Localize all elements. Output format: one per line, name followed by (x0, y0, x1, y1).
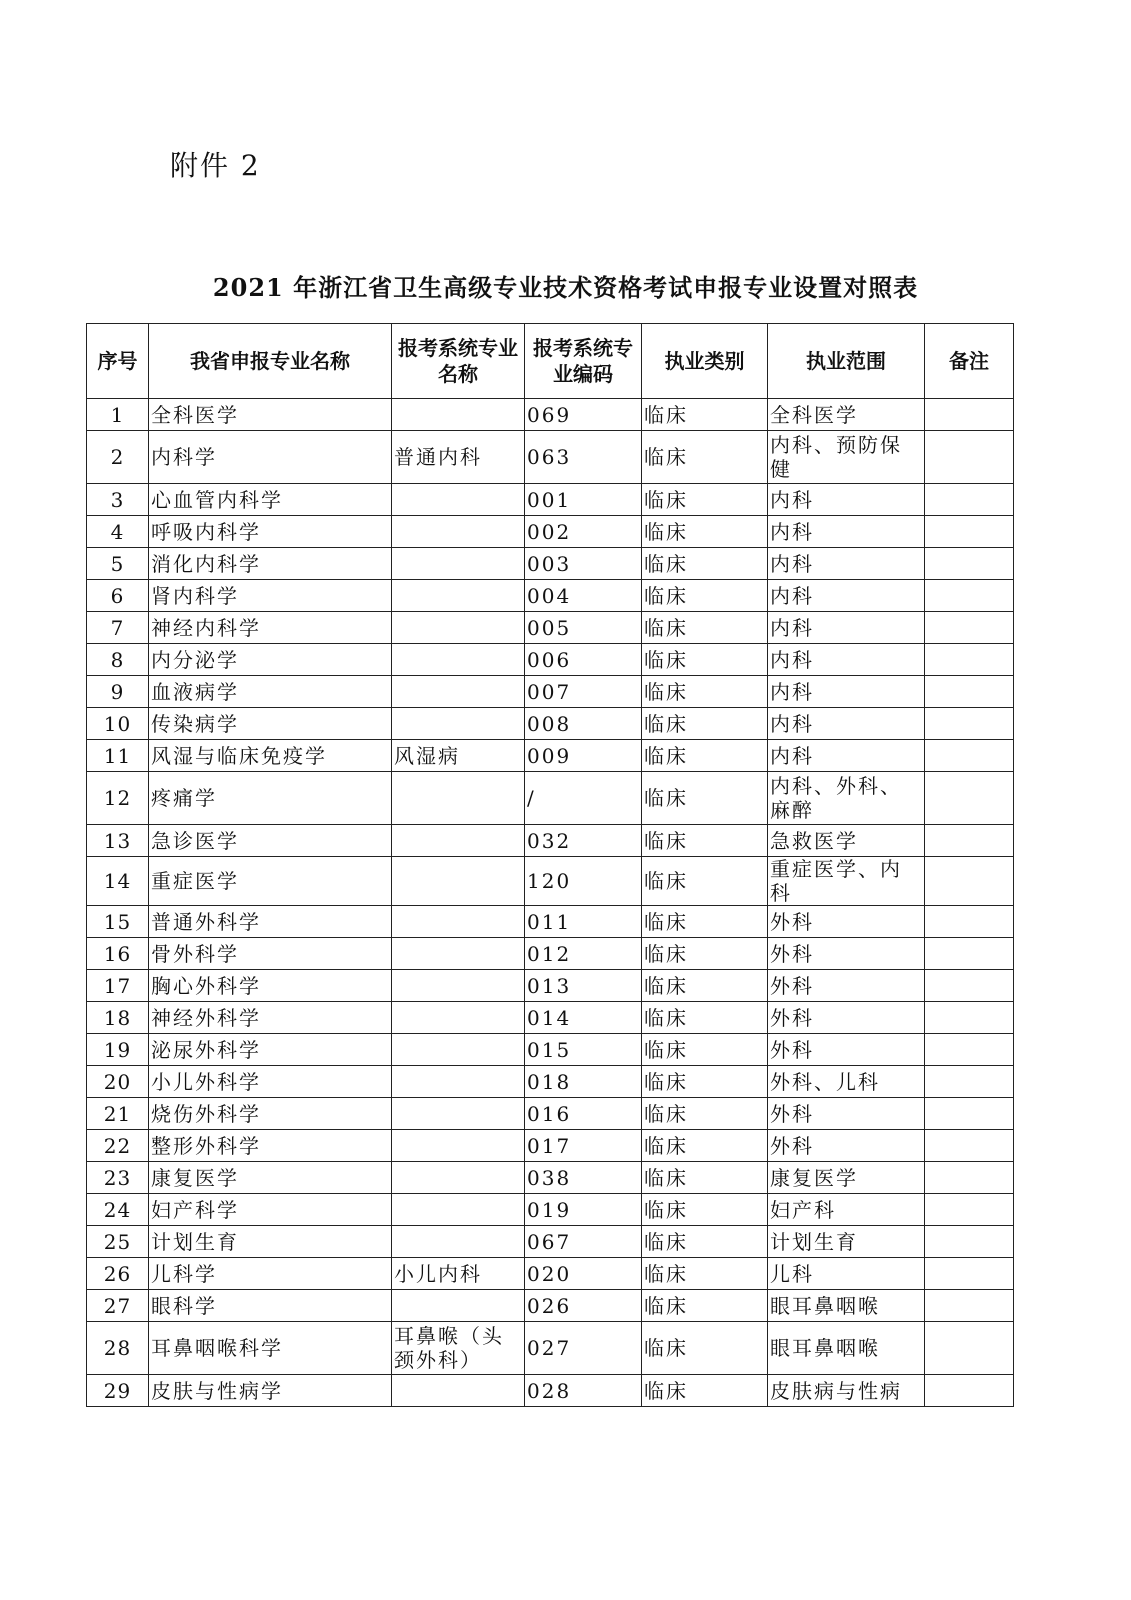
cell-practice-scope: 妇产科 (768, 1194, 925, 1226)
cell-system-name (392, 644, 525, 676)
header-province-name: 我省申报专业名称 (149, 324, 392, 399)
cell-system-code: 063 (525, 431, 642, 484)
cell-practice-scope: 内科 (768, 676, 925, 708)
cell-remarks (925, 1226, 1014, 1258)
cell-remarks (925, 1290, 1014, 1322)
table-row (87, 740, 1014, 772)
cell-seq: 15 (87, 906, 149, 938)
cell-province-name: 内科学 (149, 431, 392, 484)
cell-system-code: 005 (525, 612, 642, 644)
cell-system-name (392, 1034, 525, 1066)
cell-remarks (925, 1258, 1014, 1290)
cell-practice-category: 临床 (642, 906, 768, 938)
cell-practice-scope: 眼耳鼻咽喉 (768, 1290, 925, 1322)
cell-system-code: 004 (525, 580, 642, 612)
specialty-table (86, 323, 1014, 1407)
cell-seq: 23 (87, 1162, 149, 1194)
cell-remarks (925, 740, 1014, 772)
cell-system-code: 006 (525, 644, 642, 676)
cell-seq: 8 (87, 644, 149, 676)
cell-practice-category: 临床 (642, 772, 768, 825)
cell-province-name: 呼吸内科学 (149, 516, 392, 548)
table-row (87, 1162, 1014, 1194)
cell-system-code: 015 (525, 1034, 642, 1066)
cell-seq: 16 (87, 938, 149, 970)
cell-province-name: 神经内科学 (149, 612, 392, 644)
cell-province-name: 传染病学 (149, 708, 392, 740)
cell-system-name (392, 857, 525, 906)
cell-system-code: 009 (525, 740, 642, 772)
cell-province-name: 风湿与临床免疫学 (149, 740, 392, 772)
cell-province-name: 康复医学 (149, 1162, 392, 1194)
cell-system-name: 普通内科 (392, 431, 525, 484)
cell-seq: 28 (87, 1322, 149, 1375)
cell-seq: 1 (87, 399, 149, 431)
cell-remarks (925, 857, 1014, 906)
cell-seq: 18 (87, 1002, 149, 1034)
table-row (87, 1194, 1014, 1226)
cell-province-name: 胸心外科学 (149, 970, 392, 1002)
cell-remarks (925, 708, 1014, 740)
table-row (87, 1375, 1014, 1407)
cell-system-code: 020 (525, 1258, 642, 1290)
cell-practice-scope: 重症医学、内科 (768, 857, 925, 906)
header-system-name: 报考系统专业名称 (392, 324, 525, 399)
cell-practice-category: 临床 (642, 1162, 768, 1194)
table-row (87, 825, 1014, 857)
cell-practice-scope: 内科、外科、麻醉 (768, 772, 925, 825)
cell-system-code: 014 (525, 1002, 642, 1034)
cell-remarks (925, 612, 1014, 644)
cell-remarks (925, 772, 1014, 825)
cell-remarks (925, 1375, 1014, 1407)
cell-remarks (925, 431, 1014, 484)
cell-seq: 3 (87, 484, 149, 516)
cell-seq: 17 (87, 970, 149, 1002)
cell-practice-scope: 内科 (768, 548, 925, 580)
table-body (87, 399, 1014, 1407)
cell-province-name: 妇产科学 (149, 1194, 392, 1226)
cell-province-name: 皮肤与性病学 (149, 1375, 392, 1407)
cell-seq: 6 (87, 580, 149, 612)
cell-practice-category: 临床 (642, 1258, 768, 1290)
table-row (87, 644, 1014, 676)
cell-seq: 11 (87, 740, 149, 772)
cell-seq: 2 (87, 431, 149, 484)
cell-practice-category: 临床 (642, 1066, 768, 1098)
cell-practice-category: 临床 (642, 399, 768, 431)
cell-seq: 20 (87, 1066, 149, 1098)
cell-seq: 29 (87, 1375, 149, 1407)
cell-province-name: 小儿外科学 (149, 1066, 392, 1098)
cell-system-name (392, 399, 525, 431)
cell-province-name: 眼科学 (149, 1290, 392, 1322)
cell-system-name (392, 1194, 525, 1226)
cell-seq: 7 (87, 612, 149, 644)
cell-system-name (392, 516, 525, 548)
table-row (87, 772, 1014, 825)
cell-seq: 13 (87, 825, 149, 857)
cell-seq: 9 (87, 676, 149, 708)
table-row (87, 612, 1014, 644)
attachment-label: 附件 2 (170, 149, 261, 182)
cell-practice-scope: 内科 (768, 516, 925, 548)
cell-seq: 24 (87, 1194, 149, 1226)
cell-seq: 27 (87, 1290, 149, 1322)
cell-seq: 12 (87, 772, 149, 825)
cell-province-name: 神经外科学 (149, 1002, 392, 1034)
cell-system-code: 001 (525, 484, 642, 516)
cell-practice-scope: 急救医学 (768, 825, 925, 857)
cell-practice-scope: 内科、预防保健 (768, 431, 925, 484)
cell-remarks (925, 1162, 1014, 1194)
cell-remarks (925, 1034, 1014, 1066)
cell-system-code: 008 (525, 708, 642, 740)
cell-system-name (392, 938, 525, 970)
cell-remarks (925, 906, 1014, 938)
table-row (87, 516, 1014, 548)
cell-province-name: 耳鼻咽喉科学 (149, 1322, 392, 1375)
cell-province-name: 骨外科学 (149, 938, 392, 970)
cell-practice-category: 临床 (642, 1002, 768, 1034)
cell-province-name: 全科医学 (149, 399, 392, 431)
cell-practice-category: 临床 (642, 938, 768, 970)
cell-seq: 19 (87, 1034, 149, 1066)
table-row (87, 399, 1014, 431)
cell-remarks (925, 1194, 1014, 1226)
header-system-code: 报考系统专业编码 (525, 324, 642, 399)
cell-practice-category: 临床 (642, 970, 768, 1002)
cell-system-code: 067 (525, 1226, 642, 1258)
cell-system-name (392, 970, 525, 1002)
table-row (87, 1002, 1014, 1034)
cell-practice-scope: 康复医学 (768, 1162, 925, 1194)
cell-remarks (925, 1098, 1014, 1130)
cell-practice-scope: 外科 (768, 1002, 925, 1034)
cell-province-name: 内分泌学 (149, 644, 392, 676)
table-row (87, 580, 1014, 612)
cell-practice-scope: 全科医学 (768, 399, 925, 431)
cell-practice-scope: 内科 (768, 484, 925, 516)
table-row (87, 906, 1014, 938)
cell-practice-scope: 眼耳鼻咽喉 (768, 1322, 925, 1375)
cell-seq: 14 (87, 857, 149, 906)
cell-remarks (925, 1066, 1014, 1098)
cell-practice-category: 临床 (642, 676, 768, 708)
cell-system-name (392, 708, 525, 740)
cell-system-code: 026 (525, 1290, 642, 1322)
cell-province-name: 血液病学 (149, 676, 392, 708)
cell-seq: 4 (87, 516, 149, 548)
cell-system-name (392, 906, 525, 938)
cell-practice-scope: 外科 (768, 938, 925, 970)
table-row (87, 548, 1014, 580)
cell-system-name (392, 825, 525, 857)
cell-province-name: 泌尿外科学 (149, 1034, 392, 1066)
cell-province-name: 疼痛学 (149, 772, 392, 825)
table-row (87, 1290, 1014, 1322)
cell-practice-scope: 皮肤病与性病 (768, 1375, 925, 1407)
cell-system-code: 018 (525, 1066, 642, 1098)
cell-province-name: 儿科学 (149, 1258, 392, 1290)
cell-remarks (925, 644, 1014, 676)
cell-system-code: 069 (525, 399, 642, 431)
cell-practice-category: 临床 (642, 1194, 768, 1226)
cell-practice-category: 临床 (642, 580, 768, 612)
table-row (87, 1258, 1014, 1290)
cell-system-code: 027 (525, 1322, 642, 1375)
cell-practice-category: 临床 (642, 1098, 768, 1130)
cell-practice-scope: 内科 (768, 580, 925, 612)
cell-system-name (392, 548, 525, 580)
cell-system-name (392, 484, 525, 516)
cell-system-code: 120 (525, 857, 642, 906)
cell-province-name: 普通外科学 (149, 906, 392, 938)
cell-remarks (925, 676, 1014, 708)
cell-system-code: 003 (525, 548, 642, 580)
cell-practice-scope: 内科 (768, 708, 925, 740)
cell-system-code: 032 (525, 825, 642, 857)
cell-remarks (925, 484, 1014, 516)
cell-seq: 25 (87, 1226, 149, 1258)
cell-system-name (392, 1066, 525, 1098)
cell-system-name: 小儿内科 (392, 1258, 525, 1290)
cell-practice-scope: 儿科 (768, 1258, 925, 1290)
cell-practice-category: 临床 (642, 431, 768, 484)
cell-province-name: 整形外科学 (149, 1130, 392, 1162)
table-row (87, 938, 1014, 970)
cell-system-name (392, 1226, 525, 1258)
cell-remarks (925, 548, 1014, 580)
cell-province-name: 计划生育 (149, 1226, 392, 1258)
cell-seq: 10 (87, 708, 149, 740)
cell-system-name (392, 580, 525, 612)
header-practice-scope: 执业范围 (768, 324, 925, 399)
header-remarks: 备注 (925, 324, 1014, 399)
page-title: 2021 年浙江省卫生高级专业技术资格考试申报专业设置对照表 (212, 273, 919, 302)
cell-system-code: 016 (525, 1098, 642, 1130)
cell-system-name (392, 1098, 525, 1130)
cell-system-code: 028 (525, 1375, 642, 1407)
cell-practice-scope: 外科 (768, 1130, 925, 1162)
table-row (87, 1226, 1014, 1258)
cell-practice-scope: 内科 (768, 612, 925, 644)
cell-system-code: 002 (525, 516, 642, 548)
cell-practice-category: 临床 (642, 1034, 768, 1066)
cell-system-name (392, 1375, 525, 1407)
cell-practice-category: 临床 (642, 516, 768, 548)
cell-remarks (925, 825, 1014, 857)
cell-system-name: 风湿病 (392, 740, 525, 772)
table-row (87, 1130, 1014, 1162)
cell-practice-category: 临床 (642, 708, 768, 740)
cell-system-code: 038 (525, 1162, 642, 1194)
cell-system-code: 012 (525, 938, 642, 970)
cell-system-code: 011 (525, 906, 642, 938)
table-row (87, 431, 1014, 484)
table-row (87, 1098, 1014, 1130)
cell-remarks (925, 580, 1014, 612)
cell-seq: 26 (87, 1258, 149, 1290)
cell-practice-scope: 外科 (768, 906, 925, 938)
cell-system-code: 013 (525, 970, 642, 1002)
table-row (87, 1034, 1014, 1066)
cell-remarks (925, 970, 1014, 1002)
cell-practice-category: 临床 (642, 1290, 768, 1322)
cell-practice-scope: 外科 (768, 970, 925, 1002)
cell-remarks (925, 1322, 1014, 1375)
cell-system-name (392, 1290, 525, 1322)
cell-seq: 5 (87, 548, 149, 580)
cell-remarks (925, 1002, 1014, 1034)
cell-remarks (925, 399, 1014, 431)
table-row (87, 1322, 1014, 1375)
cell-system-name (392, 676, 525, 708)
table-row (87, 857, 1014, 906)
cell-remarks (925, 938, 1014, 970)
cell-practice-category: 临床 (642, 484, 768, 516)
cell-practice-category: 临床 (642, 857, 768, 906)
cell-system-code: / (525, 772, 642, 825)
cell-system-name (392, 772, 525, 825)
table-row (87, 708, 1014, 740)
cell-province-name: 重症医学 (149, 857, 392, 906)
cell-system-code: 007 (525, 676, 642, 708)
cell-province-name: 心血管内科学 (149, 484, 392, 516)
cell-practice-scope: 外科 (768, 1098, 925, 1130)
table-row (87, 676, 1014, 708)
header-practice-category: 执业类别 (642, 324, 768, 399)
cell-remarks (925, 1130, 1014, 1162)
table-row (87, 1066, 1014, 1098)
cell-practice-category: 临床 (642, 644, 768, 676)
cell-practice-scope: 外科、儿科 (768, 1066, 925, 1098)
cell-practice-category: 临床 (642, 825, 768, 857)
cell-practice-category: 临床 (642, 548, 768, 580)
cell-practice-scope: 计划生育 (768, 1226, 925, 1258)
cell-practice-category: 临床 (642, 1130, 768, 1162)
cell-practice-category: 临床 (642, 1226, 768, 1258)
cell-practice-category: 临床 (642, 740, 768, 772)
cell-seq: 22 (87, 1130, 149, 1162)
table-header-row (87, 324, 1014, 399)
cell-seq: 21 (87, 1098, 149, 1130)
cell-province-name: 急诊医学 (149, 825, 392, 857)
cell-practice-category: 临床 (642, 1322, 768, 1375)
cell-practice-scope: 外科 (768, 1034, 925, 1066)
cell-system-name (392, 612, 525, 644)
cell-practice-scope: 内科 (768, 644, 925, 676)
cell-remarks (925, 516, 1014, 548)
cell-practice-category: 临床 (642, 1375, 768, 1407)
table-row (87, 970, 1014, 1002)
header-seq: 序号 (87, 324, 149, 399)
cell-system-name: 耳鼻喉（头颈外科） (392, 1322, 525, 1375)
cell-system-code: 019 (525, 1194, 642, 1226)
cell-system-code: 017 (525, 1130, 642, 1162)
cell-system-name (392, 1002, 525, 1034)
cell-province-name: 烧伤外科学 (149, 1098, 392, 1130)
cell-system-name (392, 1162, 525, 1194)
table-row (87, 484, 1014, 516)
cell-system-name (392, 1130, 525, 1162)
cell-province-name: 肾内科学 (149, 580, 392, 612)
cell-practice-category: 临床 (642, 612, 768, 644)
cell-practice-scope: 内科 (768, 740, 925, 772)
cell-province-name: 消化内科学 (149, 548, 392, 580)
